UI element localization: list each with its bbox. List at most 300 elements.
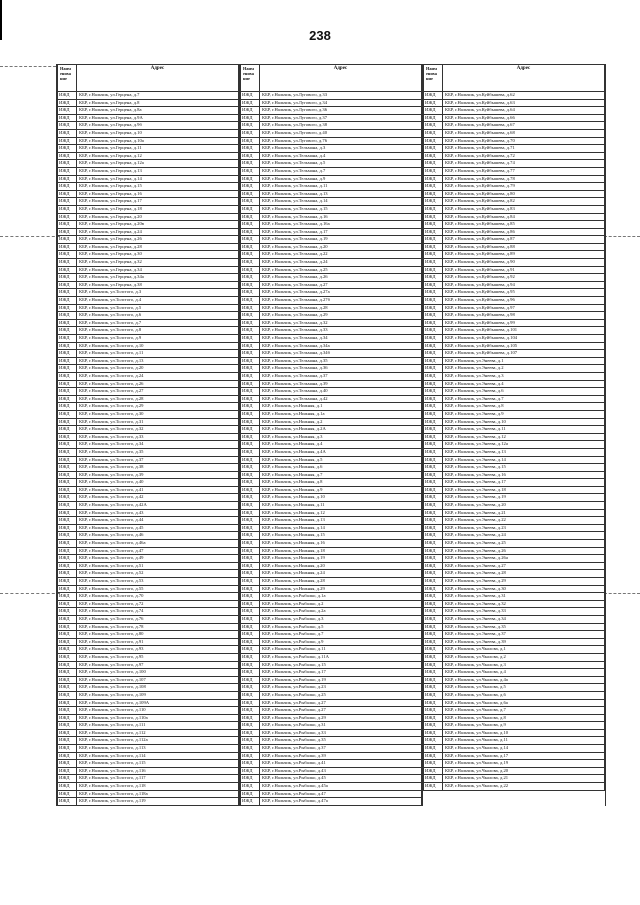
table-row [241, 547, 422, 555]
table-row [241, 297, 422, 305]
address-cell: КБР, г.Нальчик, ул.Герцена, д.34 [77, 266, 239, 274]
building-type-cell: ИЖД [58, 175, 77, 183]
building-type-cell: ИЖД [241, 600, 260, 608]
building-type-cell: ИЖД [58, 251, 77, 259]
table-row [58, 221, 239, 229]
building-type-cell: ИЖД [241, 403, 260, 411]
address-cell: КБР, г.Нальчик, ул.Энеева, д.27 [443, 562, 605, 570]
building-type-cell: ИЖД [58, 653, 77, 661]
address-cell: КБР, г.Нальчик, ул.Герцена, д.11 [77, 145, 239, 153]
table-row [58, 562, 239, 570]
address-cell: КБР, г.Нальчик, ул.Толстого, д.109 [77, 691, 239, 699]
header-name: Наим енова ние [424, 65, 443, 92]
address-cell: КБР, г.Нальчик, ул.Толстого, д.113 [77, 745, 239, 753]
address-cell: КБР, г.Нальчик, ул.Куйбышева, д.70 [443, 137, 605, 145]
address-cell: КБР, г.Нальчик, ул.Нижняя, д.19 [260, 555, 422, 563]
building-type-cell: ИЖД [424, 615, 443, 623]
building-type-cell: ИЖД [58, 631, 77, 639]
table-row [241, 646, 422, 654]
address-cell: КБР, г.Нальчик, ул.Герцена, д.34а [77, 274, 239, 282]
address-cell: КБР, г.Нальчик, ул.Энеева, д.3 [443, 372, 605, 380]
table-row [241, 729, 422, 737]
table-row [424, 319, 605, 327]
address-cell: КБР, г.Нальчик, ул.Куйбышева, д.72 [443, 152, 605, 160]
address-cell: КБР, г.Нальчик, ул.Энеева, д.35 [443, 623, 605, 631]
table-row [424, 145, 605, 153]
table-row [241, 335, 422, 343]
building-type-cell: ИЖД [58, 456, 77, 464]
building-type-cell: ИЖД [58, 790, 77, 798]
building-type-cell: ИЖД [424, 395, 443, 403]
table-row [58, 403, 239, 411]
building-type-cell: ИЖД [58, 699, 77, 707]
address-cell: КБР, г.Нальчик, ул.Тельмана, д.33 [260, 327, 422, 335]
building-type-cell: ИЖД [424, 775, 443, 783]
building-type-cell: ИЖД [241, 593, 260, 601]
building-type-cell: ИЖД [424, 289, 443, 297]
address-cell: КБР, г.Нальчик, ул.Нижняя, д.3 [260, 433, 422, 441]
address-cell: КБР, г.Нальчик, ул.Куйбышева, д.96 [443, 297, 605, 305]
building-type-cell: ИЖД [241, 190, 260, 198]
table-row [424, 669, 605, 677]
table-row [424, 600, 605, 608]
address-cell: КБР, г.Нальчик, ул.Энеева, д.22 [443, 517, 605, 525]
table-row [241, 615, 422, 623]
building-type-cell: ИЖД [58, 335, 77, 343]
building-type-cell: ИЖД [58, 365, 77, 373]
address-cell: КБР, г.Нальчик, ул.Герцена, д.30 [77, 251, 239, 259]
address-cell: КБР, г.Нальчик, ул.Толстого, д.112а [77, 737, 239, 745]
building-type-cell: ИЖД [424, 669, 443, 677]
building-type-cell: ИЖД [241, 372, 260, 380]
building-type-cell: ИЖД [424, 281, 443, 289]
address-cell: КБР, г.Нальчик, ул.Толстого, д.43 [77, 509, 239, 517]
table-row [424, 99, 605, 107]
table-row [424, 418, 605, 426]
address-cell: КБР, г.Нальчик, ул.Рыбалко, д.11А [260, 653, 422, 661]
table-row [58, 585, 239, 593]
table-row [241, 342, 422, 350]
building-type-cell: ИЖД [241, 312, 260, 320]
address-cell: КБР, г.Нальчик, ул.Тельмана, д.15 [260, 205, 422, 213]
table-row [424, 646, 605, 654]
table-row [241, 281, 422, 289]
table-row [241, 380, 422, 388]
table-row [241, 699, 422, 707]
building-type-cell: ИЖД [58, 160, 77, 168]
building-type-cell: ИЖД [58, 129, 77, 137]
address-cell: КБР, г.Нальчик, ул.Толстого, д.51 [77, 562, 239, 570]
building-type-cell: ИЖД [424, 517, 443, 525]
building-type-cell: ИЖД [241, 502, 260, 510]
table-row [241, 562, 422, 570]
address-cell: КБР, г.Нальчик, ул.Энеева, д.4 [443, 380, 605, 388]
address-cell: КБР, г.Нальчик, ул.Толстого, д.109А [77, 699, 239, 707]
building-type-cell: ИЖД [58, 327, 77, 335]
building-type-cell: ИЖД [424, 745, 443, 753]
address-cell: КБР, г.Нальчик, ул.Тельмана, д.34 [260, 335, 422, 343]
table-row [241, 532, 422, 540]
address-cell: КБР, г.Нальчик, ул.Рыбалко, д.27 [260, 699, 422, 707]
building-type-cell: ИЖД [241, 160, 260, 168]
address-cell: КБР, г.Нальчик, ул.Тельмана, д.40 [260, 388, 422, 396]
building-type-cell: ИЖД [424, 578, 443, 586]
table-row [58, 661, 239, 669]
table-row [241, 395, 422, 403]
building-type-cell: ИЖД [58, 623, 77, 631]
building-type-cell: ИЖД [58, 297, 77, 305]
building-type-cell: ИЖД [241, 547, 260, 555]
address-cell: КБР, г.Нальчик, ул.Энеева, д.11 [443, 426, 605, 434]
table-row [424, 274, 605, 282]
building-type-cell: ИЖД [241, 236, 260, 244]
building-type-cell: ИЖД [241, 691, 260, 699]
building-type-cell: ИЖД [58, 547, 77, 555]
table-row [424, 729, 605, 737]
address-cell: КБР, г.Нальчик, ул.Толстого, д.108 [77, 684, 239, 692]
building-type-cell: ИЖД [241, 137, 260, 145]
table-row [241, 213, 422, 221]
building-type-cell: ИЖД [424, 160, 443, 168]
address-cell: КБР, г.Нальчик, ул.Энеева, д.18 [443, 486, 605, 494]
address-cell: КБР, г.Нальчик, ул.Нижняя, д.20 [260, 562, 422, 570]
address-cell: КБР, г.Нальчик, ул.Толстого, д.110 [77, 707, 239, 715]
building-type-cell: ИЖД [241, 243, 260, 251]
address-cell: КБР, г.Нальчик, ул.Нижняя, д.14 [260, 524, 422, 532]
table-row [241, 357, 422, 365]
building-type-cell: ИЖД [424, 145, 443, 153]
table-row [58, 365, 239, 373]
address-cell: КБР, г.Нальчик, ул.Толстого, д.28 [77, 395, 239, 403]
building-type-cell: ИЖД [241, 274, 260, 282]
address-cell: КБР, г.Нальчик, ул.Рыбалко, д.43 [260, 767, 422, 775]
table-row [241, 107, 422, 115]
building-type-cell: ИЖД [424, 509, 443, 517]
building-type-cell: ИЖД [241, 752, 260, 760]
building-type-cell: ИЖД [58, 395, 77, 403]
table-header-row [424, 65, 605, 92]
address-cell: КБР, г.Нальчик, ул.Герцена, д.18 [77, 205, 239, 213]
building-type-cell: ИЖД [424, 372, 443, 380]
address-cell: КБР, г.Нальчик, ул.Рыбалко, д.1а [260, 593, 422, 601]
building-type-cell: ИЖД [424, 570, 443, 578]
address-cell: КБР, г.Нальчик, ул.Нижняя, д.1 [260, 403, 422, 411]
table-row [58, 653, 239, 661]
table-row [58, 456, 239, 464]
building-type-cell: ИЖД [241, 433, 260, 441]
table-row [241, 661, 422, 669]
building-type-cell: ИЖД [241, 760, 260, 768]
building-type-cell: ИЖД [241, 798, 260, 806]
table-row [241, 410, 422, 418]
building-type-cell: ИЖД [58, 479, 77, 487]
address-cell: КБР, г.Нальчик, ул.Толстого, д.4 [77, 297, 239, 305]
building-type-cell: ИЖД [58, 494, 77, 502]
table-row [424, 699, 605, 707]
address-cell: КБР, г.Нальчик, ул.Тельмана, д.35 [260, 357, 422, 365]
table-row [58, 524, 239, 532]
table-row [58, 729, 239, 737]
building-type-cell: ИЖД [241, 562, 260, 570]
table-row [58, 441, 239, 449]
building-type-cell: ИЖД [58, 722, 77, 730]
address-cell: КБР, г.Нальчик, ул.Толстого, д.97 [77, 661, 239, 669]
address-cell: КБР, г.Нальчик, ул.Рыбалко, д.35 [260, 737, 422, 745]
table-row [424, 745, 605, 753]
building-type-cell: ИЖД [58, 92, 77, 100]
building-type-cell: ИЖД [424, 403, 443, 411]
table-row [241, 236, 422, 244]
address-cell: КБР, г.Нальчик, ул.Герцена, д.10а [77, 137, 239, 145]
address-cell: КБР, г.Нальчик, ул.Нижняя, д.12 [260, 509, 422, 517]
table-row [241, 486, 422, 494]
table-row [58, 342, 239, 350]
table-row [424, 92, 605, 100]
table-row [424, 137, 605, 145]
building-type-cell: ИЖД [241, 775, 260, 783]
address-cell: КБР, г.Нальчик, ул.Куйбышева, д.99 [443, 319, 605, 327]
building-type-cell: ИЖД [241, 205, 260, 213]
table-row [424, 259, 605, 267]
address-cell: КБР, г.Нальчик, ул.Тельмана, д.34б [260, 350, 422, 358]
building-type-cell: ИЖД [241, 471, 260, 479]
table-row [424, 540, 605, 548]
table-row [58, 243, 239, 251]
address-cell: КБР, г.Нальчик, ул.Энеева, д.34 [443, 615, 605, 623]
address-cell: КБР, г.Нальчик, ул.Куйбышева, д.88 [443, 243, 605, 251]
address-table [57, 64, 239, 806]
table-row [58, 213, 239, 221]
address-cell: КБР, г.Нальчик, ул.Лугового, д.40 [260, 129, 422, 137]
address-cell: КБР, г.Нальчик, ул.Тельмана, д.36 [260, 365, 422, 373]
address-cell: КБР, г.Нальчик, ул.Толстого, д.40 [77, 479, 239, 487]
table-row [241, 99, 422, 107]
table-row [58, 798, 239, 806]
table-row [58, 532, 239, 540]
table-row [241, 190, 422, 198]
building-type-cell: ИЖД [424, 760, 443, 768]
address-cell: КБР, г.Нальчик, ул.Герцена, д.9б [77, 122, 239, 130]
building-type-cell: ИЖД [424, 357, 443, 365]
address-cell: КБР, г.Нальчик, ул.Нижняя, д.2А [260, 426, 422, 434]
table-row [58, 259, 239, 267]
table-row [424, 471, 605, 479]
table-row [58, 615, 239, 623]
table-row [424, 653, 605, 661]
address-cell: КБР, г.Нальчик, ул.Рыбалко, д.7 [260, 631, 422, 639]
address-cell: КБР, г.Нальчик, ул.Куйбышева, д.74 [443, 160, 605, 168]
address-cell: КБР, г.Нальчик, ул.Толстого, д.118 [77, 783, 239, 791]
building-type-cell: ИЖД [58, 669, 77, 677]
building-type-cell: ИЖД [58, 228, 77, 236]
building-type-cell: ИЖД [424, 729, 443, 737]
address-cell: КБР, г.Нальчик, ул.Тельмана, д.28 [260, 304, 422, 312]
address-cell: КБР, г.Нальчик, ул.Энеева, д.12 [443, 433, 605, 441]
table-row [424, 433, 605, 441]
building-type-cell: ИЖД [58, 524, 77, 532]
table-row [58, 175, 239, 183]
table-row [424, 593, 605, 601]
table-row [241, 760, 422, 768]
address-cell: КБР, г.Нальчик, ул.Толстого, д.27 [77, 388, 239, 396]
building-type-cell: ИЖД [424, 167, 443, 175]
scan-artifact-line [0, 66, 56, 67]
address-cell: КБР, г.Нальчик, ул.Тельмана, д.3 [260, 145, 422, 153]
building-type-cell: ИЖД [58, 418, 77, 426]
address-cell: КБР, г.Нальчик, ул.Тельмана, д.7 [260, 167, 422, 175]
table-row [58, 395, 239, 403]
building-type-cell: ИЖД [241, 99, 260, 107]
address-table [423, 64, 605, 791]
address-cell: КБР, г.Нальчик, ул.Чкалова, д.2 [443, 653, 605, 661]
table-row [58, 775, 239, 783]
address-cell: КБР, г.Нальчик, ул.Нижняя, д.13 [260, 517, 422, 525]
table-row [241, 274, 422, 282]
building-type-cell: ИЖД [241, 570, 260, 578]
building-type-cell: ИЖД [424, 228, 443, 236]
building-type-cell: ИЖД [58, 433, 77, 441]
building-type-cell: ИЖД [58, 388, 77, 396]
building-type-cell: ИЖД [241, 122, 260, 130]
table-row [58, 502, 239, 510]
building-type-cell: ИЖД [58, 312, 77, 320]
table-row [241, 319, 422, 327]
building-type-cell: ИЖД [58, 372, 77, 380]
address-cell: КБР, г.Нальчик, ул.Чкалова, д.21 [443, 775, 605, 783]
address-cell: КБР, г.Нальчик, ул.Рыбалко, д.23 [260, 684, 422, 692]
address-cell: КБР, г.Нальчик, ул.Рыбалко, д.2 [260, 600, 422, 608]
building-type-cell: ИЖД [424, 502, 443, 510]
address-cell: КБР, г.Нальчик, ул.Куйбышева, д.66 [443, 114, 605, 122]
address-cell: КБР, г.Нальчик, ул.Толстого, д.78 [77, 623, 239, 631]
building-type-cell: ИЖД [58, 638, 77, 646]
table-row [58, 448, 239, 456]
building-type-cell: ИЖД [241, 540, 260, 548]
table-row [58, 540, 239, 548]
address-cell: КБР, г.Нальчик, ул.Нижняя, д.10 [260, 494, 422, 502]
table-row [241, 114, 422, 122]
address-cell: КБР, г.Нальчик, ул.Куйбышева, д.85 [443, 221, 605, 229]
address-cell: КБР, г.Нальчик, ул.Чкалова, д.20 [443, 767, 605, 775]
table-row [241, 540, 422, 548]
building-type-cell: ИЖД [58, 608, 77, 616]
table-row [424, 160, 605, 168]
address-cell: КБР, г.Нальчик, ул.Рыбалко, д.45а [260, 783, 422, 791]
building-type-cell: ИЖД [424, 319, 443, 327]
address-cell: КБР, г.Нальчик, ул.Куйбышева, д.79 [443, 183, 605, 191]
address-cell: КБР, г.Нальчик, ул.Толстого, д.7 [77, 319, 239, 327]
table-row [58, 790, 239, 798]
building-type-cell: ИЖД [424, 593, 443, 601]
table-row [58, 479, 239, 487]
table-row [424, 767, 605, 775]
address-cell: КБР, г.Нальчик, ул.Рыбалко, д.9 [260, 638, 422, 646]
table-row [58, 676, 239, 684]
table-row [424, 266, 605, 274]
table-row [58, 190, 239, 198]
table-row [424, 509, 605, 517]
building-type-cell: ИЖД [241, 259, 260, 267]
table-row [424, 289, 605, 297]
address-cell: КБР, г.Нальчик, ул.Тельмана, д.16 [260, 213, 422, 221]
building-type-cell: ИЖД [424, 266, 443, 274]
table-row [58, 228, 239, 236]
building-type-cell: ИЖД [58, 167, 77, 175]
building-type-cell: ИЖД [241, 623, 260, 631]
address-cell: КБР, г.Нальчик, ул.Энеева, д.15 [443, 464, 605, 472]
table-row [58, 669, 239, 677]
table-row [241, 365, 422, 373]
building-type-cell: ИЖД [58, 714, 77, 722]
table-row [424, 722, 605, 730]
building-type-cell: ИЖД [241, 380, 260, 388]
address-cell: КБР, г.Нальчик, ул.Энеева, д.25 [443, 540, 605, 548]
table-row [241, 669, 422, 677]
address-cell: КБР, г.Нальчик, ул.Энеева, д.32 [443, 600, 605, 608]
table-row [241, 456, 422, 464]
address-cell: КБР, г.Нальчик, ул.Куйбышева, д.91 [443, 266, 605, 274]
scan-artifact-line [0, 593, 60, 594]
address-cell: КБР, г.Нальчик, ул.Куйбышева, д.105 [443, 342, 605, 350]
address-cell: КБР, г.Нальчик, ул.Лугового, д.37 [260, 114, 422, 122]
table-row [241, 129, 422, 137]
table-row [424, 562, 605, 570]
building-type-cell: ИЖД [58, 767, 77, 775]
table-row [58, 631, 239, 639]
building-type-cell: ИЖД [424, 524, 443, 532]
address-cell: КБР, г.Нальчик, ул.Энеева, д.14 [443, 456, 605, 464]
address-cell: КБР, г.Нальчик, ул.Герцена, д.12 [77, 152, 239, 160]
building-type-cell: ИЖД [424, 114, 443, 122]
table-row [241, 259, 422, 267]
address-cell: КБР, г.Нальчик, ул.Куйбышева, д.95 [443, 289, 605, 297]
building-type-cell: ИЖД [241, 631, 260, 639]
building-type-cell: ИЖД [241, 676, 260, 684]
address-cell: КБР, г.Нальчик, ул.Рыбалко, д.19 [260, 676, 422, 684]
table-row [424, 312, 605, 320]
table-row [58, 372, 239, 380]
address-cell: КБР, г.Нальчик, ул.Чкалова, д.10 [443, 729, 605, 737]
table-row [241, 198, 422, 206]
table-row [241, 570, 422, 578]
building-type-cell: ИЖД [58, 114, 77, 122]
table-row [58, 464, 239, 472]
building-type-cell: ИЖД [58, 304, 77, 312]
table-row [58, 266, 239, 274]
address-cell: КБР, г.Нальчик, ул.Нижняя, д.24 [260, 570, 422, 578]
address-cell: КБР, г.Нальчик, ул.Герцена, д.16 [77, 190, 239, 198]
address-cell: КБР, г.Нальчик, ул.Толстого, д.39 [77, 471, 239, 479]
address-cell: КБР, г.Нальчик, ул.Толстого, д.115 [77, 760, 239, 768]
address-cell: КБР, г.Нальчик, ул.Рыбалко, д.15 [260, 661, 422, 669]
building-type-cell: ИЖД [241, 129, 260, 137]
address-cell: КБР, г.Нальчик, ул.Толстого, д.116 [77, 767, 239, 775]
table-row [424, 638, 605, 646]
building-type-cell: ИЖД [241, 418, 260, 426]
building-type-cell: ИЖД [424, 471, 443, 479]
address-cell: КБР, г.Нальчик, ул.Герцена, д.13 [77, 167, 239, 175]
table-row [241, 691, 422, 699]
address-cell: КБР, г.Нальчик, ул.Толстого, д.93 [77, 646, 239, 654]
table-row [241, 684, 422, 692]
address-cell: КБР, г.Нальчик, ул.Толстого, д.29 [77, 403, 239, 411]
address-cell: КБР, г.Нальчик, ул.Энеева, д.28 [443, 570, 605, 578]
address-cell: КБР, г.Нальчик, ул.Чкалова, д.22 [443, 783, 605, 791]
table-row [241, 243, 422, 251]
table-row [424, 228, 605, 236]
table-row [424, 570, 605, 578]
table-row [424, 517, 605, 525]
